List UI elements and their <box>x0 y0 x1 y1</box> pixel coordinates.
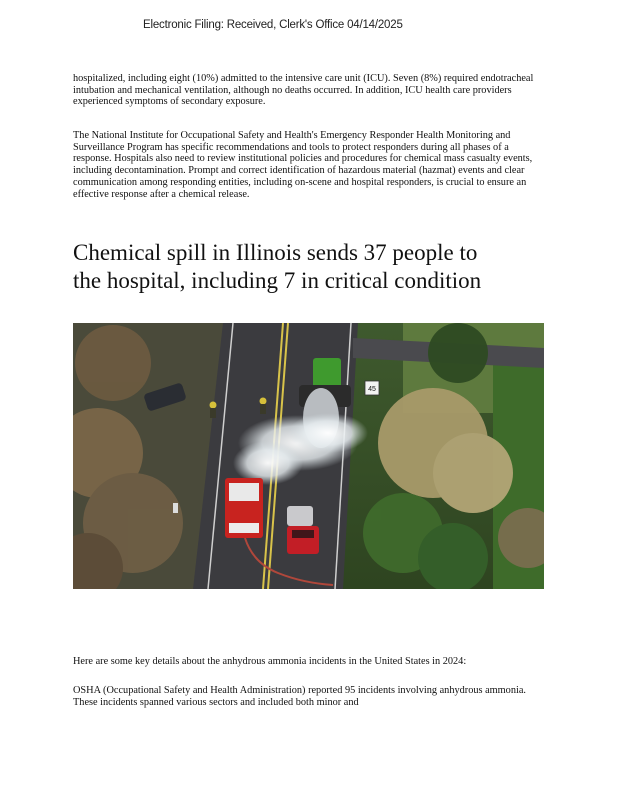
speed-sign: 45 <box>368 386 376 393</box>
aerial-spill-photo <box>73 323 544 589</box>
body-paragraph-3: Here are some key details about the anhydrous ammonia incidents in the United States in 2024: <box>73 656 467 667</box>
body-paragraph-4: OSHA (Occupational Safety and Health Administration) reported 95 incidents involving anhydrous ammonia. These incidents spanned various sectors and included both minor and <box>73 685 526 708</box>
body-paragraph-1: hospitalized, including eight (10%) admitted to the intensive care unit (ICU). Seven (8%) required endotracheal intubation and mechanical ventilation, although no deaths occurred. In addition, ICU health care providers experienced symptoms of secondary exposure. <box>73 73 534 108</box>
filing-stamp: Electronic Filing: Received, Clerk's Office 04/14/2025 <box>143 19 403 31</box>
body-paragraph-2: The National Institute for Occupational Safety and Health's Emergency Responder Health Monitoring and Surveillance Program has specific recommendations and tools to protect responders during all phases of a response. Hospitals also need to review institutional policies and procedures for chemical mass casualty events, including decontamination. Prompt and correct identification of hazardous material (hazmat) events and clear communication among responding entities, including on-scene and hospital responders, is crucial to ensure an effective response after a chemical release. <box>73 130 533 200</box>
article-headline: Chemical spill in Illinois sends 37 people to the hospital, including 7 in critical condition <box>73 240 482 293</box>
